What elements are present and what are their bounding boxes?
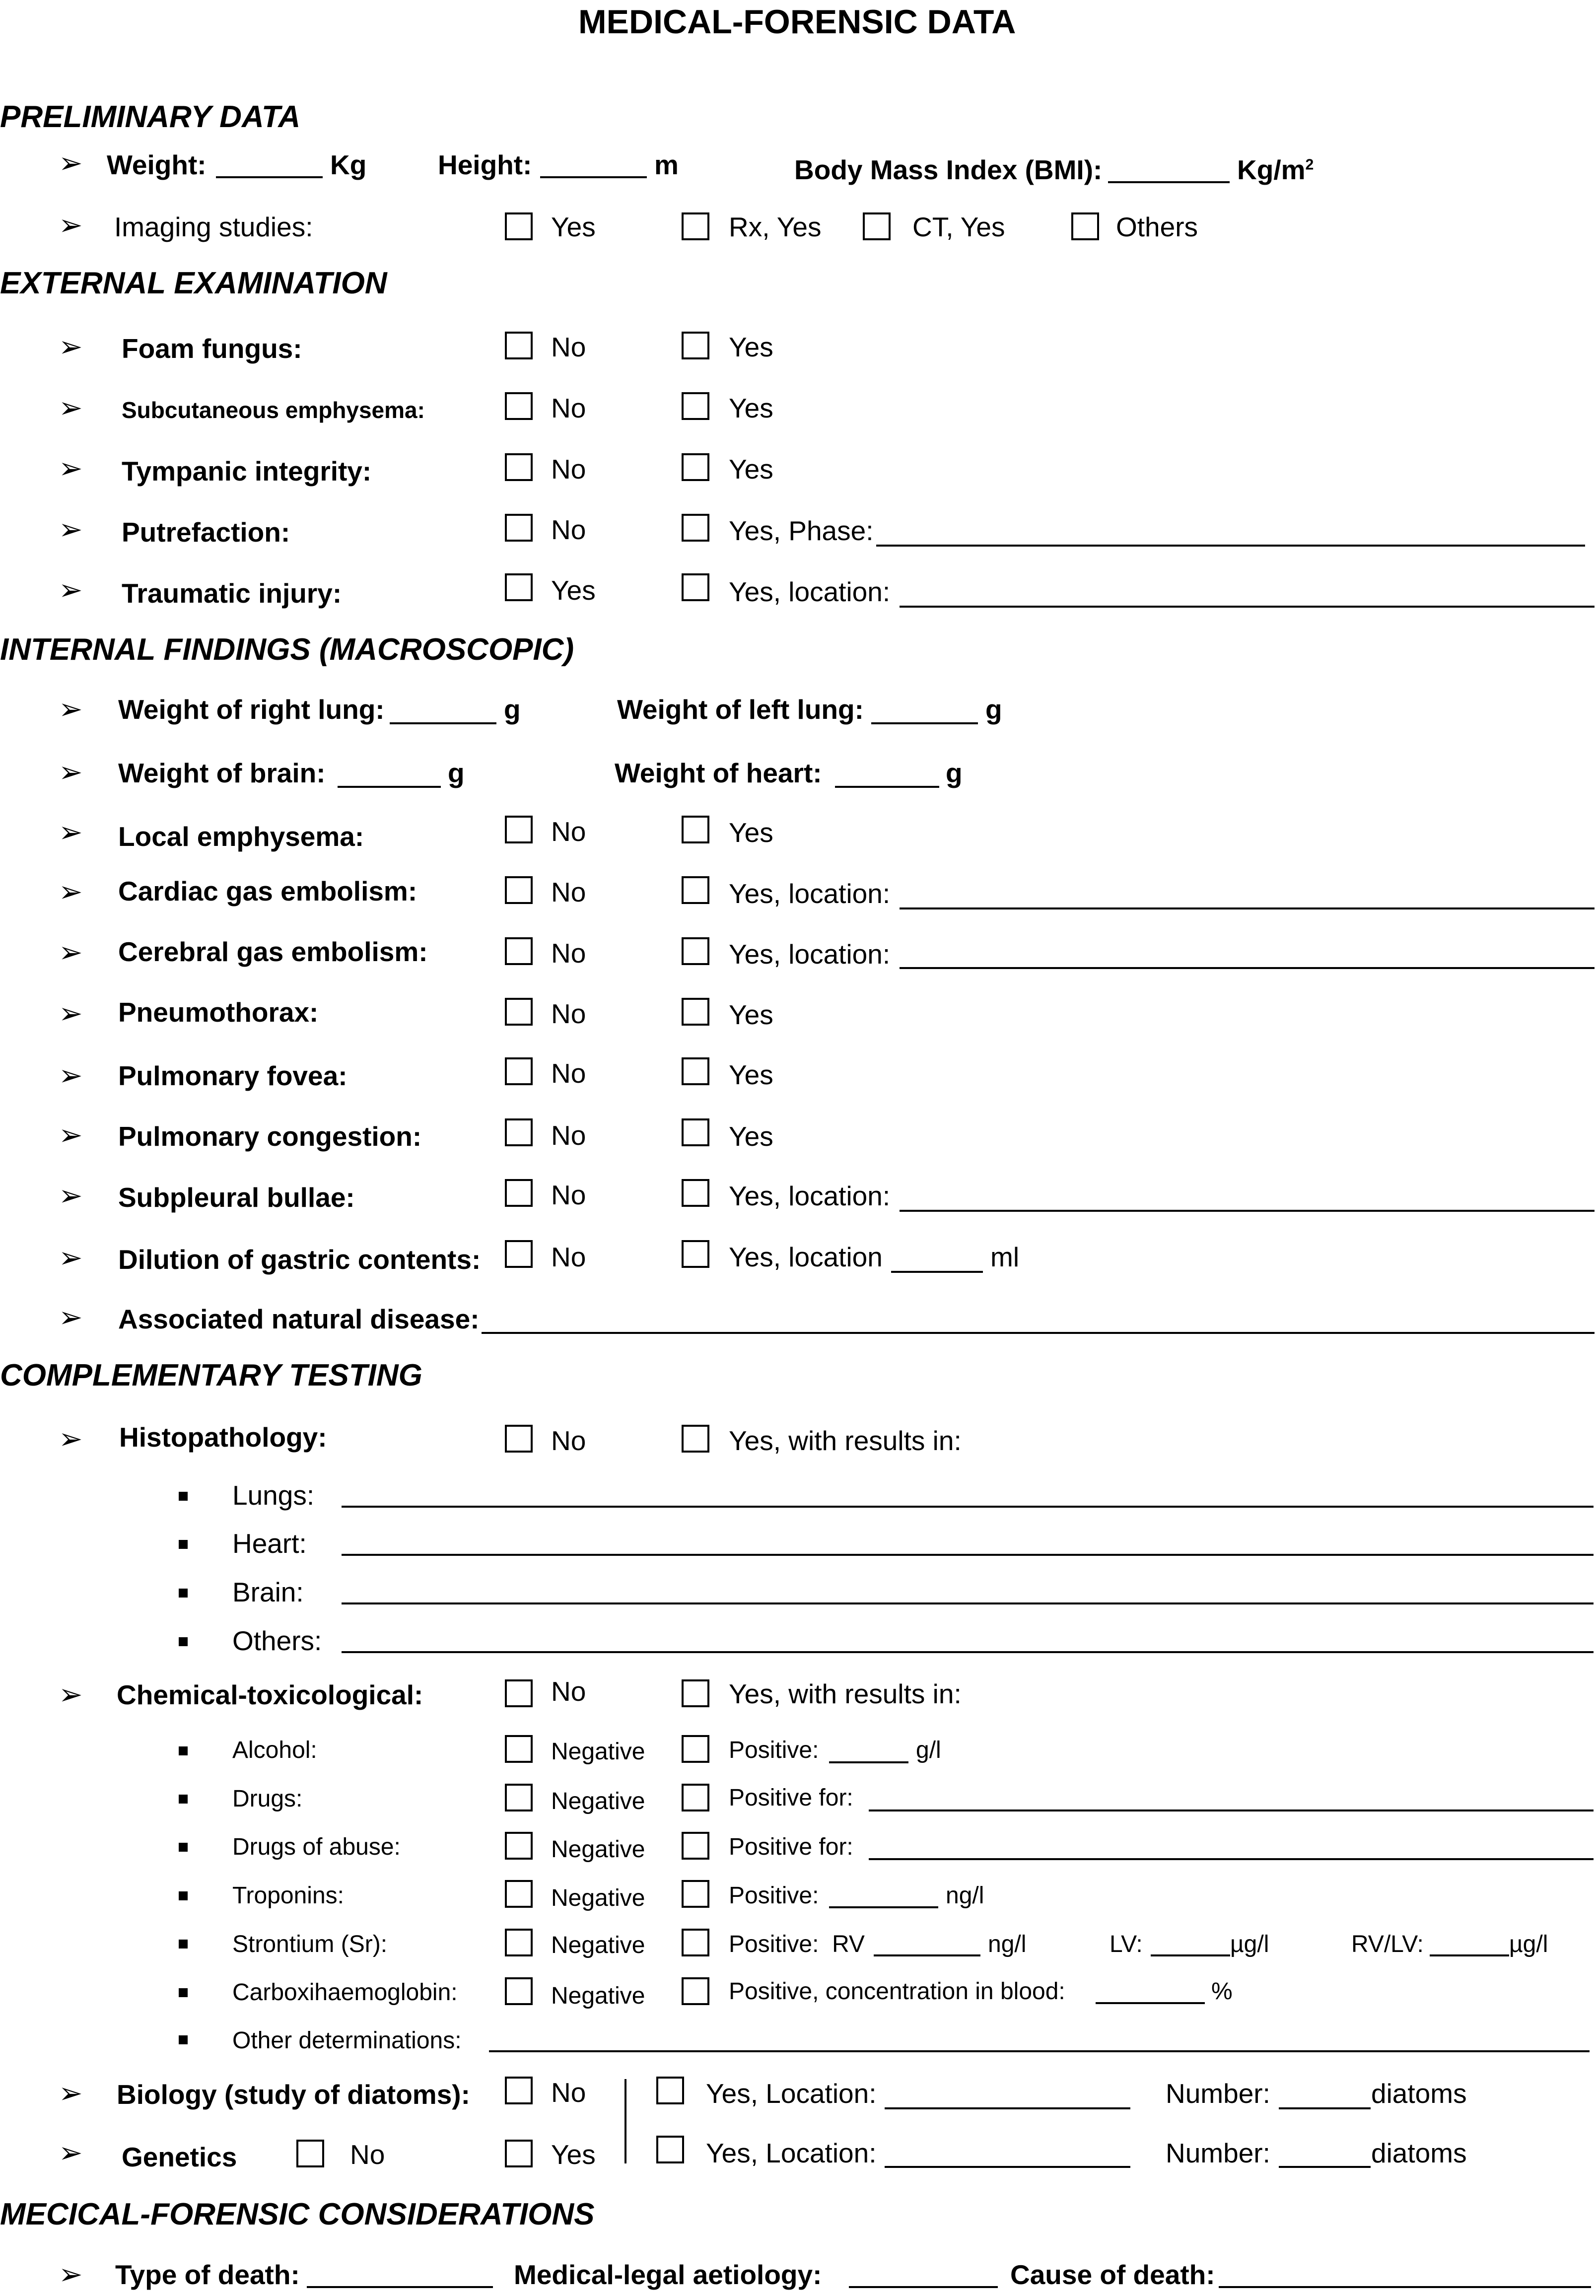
strontium-rv-line[interactable] [874,1954,980,1956]
subpleural-bullae-label: Subpleural bullae: [118,1182,355,1213]
yes-results-label: Yes, with results in: [729,1425,962,1456]
unit-ngl: ng/l [946,1882,984,1909]
imaging-option-rx: Rx, Yes [729,211,822,242]
arrow-icon: ➢ [59,331,83,363]
dilution-no-checkbox[interactable] [505,1240,533,1268]
arrow-icon: ➢ [59,2137,83,2169]
congestion-no-checkbox[interactable] [505,1118,533,1146]
bullae-yes-checkbox[interactable] [682,1179,709,1207]
imaging-yes-checkbox[interactable] [505,212,533,240]
biology-no-checkbox[interactable] [505,2077,533,2104]
tympanic-no-checkbox[interactable] [505,453,533,481]
arrow-icon: ➢ [59,392,83,424]
genetics-label: Genetics [122,2142,237,2172]
histo-heart-label: Heart: [232,1528,307,1559]
page-title: MEDICAL-FORENSIC DATA [578,3,1016,41]
biology-diatoms-label: diatoms [1371,2078,1467,2109]
genetics-location-checkbox[interactable] [656,2136,684,2163]
imaging-option-others: Others [1116,211,1198,242]
imaging-label: Imaging studies: [114,211,313,242]
bmi-unit-sup: 2 [1305,156,1314,173]
bullet-icon [179,1843,188,1852]
carboxi-positive-label: Positive, concentration in blood: [729,1978,1065,2005]
genetics-location-line[interactable] [885,2166,1130,2168]
traumatic-yes1-checkbox[interactable] [505,573,533,601]
arrow-icon: ➢ [59,816,83,848]
negative-label: Negative [551,1788,645,1814]
no-label: No [551,1425,586,1456]
subcutaneous-no-checkbox[interactable] [505,392,533,420]
histopathology-label: Histopathology: [119,1422,327,1453]
local-emphysema-yes-checkbox[interactable] [682,816,709,843]
local-emphysema-no-checkbox[interactable] [505,816,533,843]
vertical-divider [625,2079,626,2163]
yes-label: Yes [729,1059,773,1090]
histo-heart-line[interactable] [342,1554,1594,1556]
yes-label: Yes [729,999,773,1030]
cause-of-death-label: Cause of death: [1010,2259,1215,2290]
fovea-yes-checkbox[interactable] [682,1057,709,1085]
fovea-no-checkbox[interactable] [505,1057,533,1085]
arrow-icon: ➢ [59,1242,83,1274]
strontium-lv-line[interactable] [1151,1954,1230,1956]
dilution-yes-checkbox[interactable] [682,1240,709,1268]
strontium-rvlv-label: RV/LV: [1351,1931,1424,1957]
drugs-positive-line[interactable] [869,1809,1594,1811]
imaging-others-checkbox[interactable] [1071,212,1099,240]
troponins-negative-checkbox[interactable] [505,1880,533,1908]
strontium-lv-label: LV: [1110,1931,1143,1957]
traumatic-label: Traumatic injury: [122,578,342,609]
arrow-icon: ➢ [59,452,83,485]
drugs-positive-checkbox[interactable] [682,1784,709,1811]
arrow-icon: ➢ [59,513,83,546]
pneumothorax-no-checkbox[interactable] [505,998,533,1026]
imaging-rx-checkbox[interactable] [682,212,709,240]
drugs-abuse-label: Drugs of abuse: [232,1834,401,1860]
height-label: Height: [438,149,532,180]
bullet-icon [179,1891,188,1900]
bmi-input-line[interactable] [1108,181,1230,183]
genetics-number-label: Number: [1166,2138,1270,2168]
unit-ngl: ng/l [988,1931,1027,1957]
foam-fungus-label: Foam fungus: [122,333,302,364]
weight-unit: Kg [330,149,367,180]
weight-label: Weight: [107,149,207,180]
height-input-line[interactable] [540,176,647,178]
section-complementary-heading: COMPLEMENTARY TESTING [0,1358,422,1392]
histopathology-yes-checkbox[interactable] [682,1425,709,1453]
strontium-negative-checkbox[interactable] [505,1929,533,1956]
bmi-unit-text: Kg/m [1237,154,1306,185]
biology-number-label: Number: [1166,2078,1270,2109]
negative-label: Negative [551,1983,645,2009]
other-determinations-label: Other determinations: [232,2027,462,2054]
carboxi-value-line[interactable] [1096,2002,1205,2004]
bullet-icon [179,1492,188,1501]
yes-label: Yes [729,454,773,485]
cardiac-location-line[interactable] [900,907,1595,909]
genetics-diatoms-label: diatoms [1371,2138,1467,2168]
histo-lungs-line[interactable] [342,1506,1594,1508]
section-preliminary-heading: PRELIMINARY DATA [0,100,301,134]
no-label: No [551,998,586,1029]
arrow-icon: ➢ [59,936,83,969]
brain-weight-label: Weight of brain: [118,758,326,788]
dilution-label: Dilution of gastric contents: [118,1244,481,1275]
positive-label: Positive: [729,1882,819,1909]
section-internal-heading: INTERNAL FINDINGS (MACROSCOPIC) [0,632,574,667]
cardiac-embolism-label: Cardiac gas embolism: [118,876,417,906]
no-label: No [551,332,586,362]
yes-location-label: Yes, location [729,1242,883,1272]
pneumothorax-label: Pneumothorax: [118,997,319,1028]
histo-others-line[interactable] [342,1651,1594,1653]
putrefaction-label: Putrefaction: [122,517,290,548]
no-label: No [551,514,586,545]
positive-for-label: Positive for: [729,1834,853,1860]
imaging-option-yes: Yes [551,211,596,242]
aetiology-label: Medical-legal aetiology: [514,2259,822,2290]
negative-label: Negative [551,1836,645,1863]
yes-location-label: Yes, location: [729,1181,891,1211]
bullet-icon [179,1540,188,1549]
genetics-yes-checkbox[interactable] [505,2140,533,2167]
arrow-icon: ➢ [59,147,83,179]
right-lung-input-line[interactable] [390,722,496,724]
yes-location-label: Yes, location: [729,576,891,607]
traumatic-yes2-checkbox[interactable] [682,573,709,601]
alcohol-label: Alcohol: [232,1737,317,1763]
bullet-icon [179,1746,188,1755]
bullet-icon [179,1795,188,1804]
biology-yes-location-label: Yes, Location: [706,2078,877,2109]
yes-results-label: Yes, with results in: [729,1678,962,1709]
tympanic-yes-checkbox[interactable] [682,453,709,481]
putrefaction-no-checkbox[interactable] [505,514,533,542]
positive-for-label: Positive for: [729,1785,853,1811]
associated-disease-label: Associated natural disease: [118,1304,480,1334]
drugs-abuse-negative-checkbox[interactable] [505,1832,533,1860]
drugs-label: Drugs: [232,1786,303,1812]
unit-g: g [985,694,1002,725]
other-determinations-line[interactable] [489,2050,1590,2052]
genetics-number-line[interactable] [1279,2166,1371,2168]
unit-pct: % [1211,1978,1233,2005]
bullet-icon [179,1589,188,1598]
arrow-icon: ➢ [59,997,83,1030]
yes-label: Yes [551,2139,596,2170]
section-considerations-heading: MECICAL-FORENSIC CONSIDERATIONS [0,2197,595,2231]
weight-input-line[interactable] [216,176,323,178]
troponins-label: Troponins: [232,1882,344,1909]
no-label: No [551,816,586,847]
negative-label: Negative [551,1885,645,1911]
no-label: No [551,393,586,423]
foam-fungus-no-checkbox[interactable] [505,332,533,359]
genetics-no-checkbox[interactable] [296,2140,324,2167]
negative-label: Negative [551,1932,645,1958]
type-of-death-line[interactable] [307,2286,493,2288]
yes-label: Yes [551,575,596,606]
arrow-icon: ➢ [59,1059,83,1092]
bmi-label: Body Mass Index (BMI): [794,154,1103,185]
troponins-positive-checkbox[interactable] [682,1880,709,1908]
yes-location-label: Yes, location: [729,878,891,909]
right-lung-label: Weight of right lung: [118,694,385,725]
unit-ml: ml [990,1242,1020,1272]
arrow-icon: ➢ [59,1301,83,1333]
arrow-icon: ➢ [59,1180,83,1212]
local-emphysema-label: Local emphysema: [118,821,364,852]
yes-phase-label: Yes, Phase: [729,515,874,546]
chemical-yes-checkbox[interactable] [682,1679,709,1707]
arrow-icon: ➢ [59,756,83,788]
cardiac-yes-checkbox[interactable] [682,876,709,904]
negative-label: Negative [551,1739,645,1765]
chemical-no-checkbox[interactable] [505,1679,533,1707]
no-label: No [551,1242,586,1272]
heart-weight-input-line[interactable] [835,786,939,788]
no-label: No [551,1180,586,1210]
imaging-option-ct: CT, Yes [912,211,1005,242]
height-unit: m [654,149,679,180]
bullet-icon [179,1637,188,1646]
heart-weight-label: Weight of heart: [615,758,822,788]
brain-weight-input-line[interactable] [338,786,441,788]
left-lung-label: Weight of left lung: [617,694,864,725]
arrow-icon: ➢ [59,1678,83,1711]
biology-location-line[interactable] [885,2107,1130,2109]
cerebral-no-checkbox[interactable] [505,937,533,965]
no-label: No [551,2077,586,2108]
cause-of-death-line[interactable] [1219,2286,1591,2288]
strontium-rvlv-line[interactable] [1430,1954,1509,1956]
yes-label: Yes [729,817,773,848]
pulmonary-fovea-label: Pulmonary fovea: [118,1060,347,1091]
subcutaneous-label: Subcutaneous emphysema: [122,397,425,423]
arrow-icon: ➢ [59,1119,83,1151]
arrow-icon: ➢ [59,693,83,725]
arrow-icon: ➢ [59,2077,83,2109]
cerebral-location-line[interactable] [900,967,1595,969]
drugs-abuse-positive-line[interactable] [869,1858,1594,1860]
type-of-death-label: Type of death: [115,2259,300,2290]
strontium-label: Strontium (Sr): [232,1931,388,1957]
histo-brain-label: Brain: [232,1577,304,1607]
carboxi-label: Carboxihaemoglobin: [232,1979,458,2006]
troponins-value-line[interactable] [829,1906,938,1908]
alcohol-negative-checkbox[interactable] [505,1735,533,1763]
unit-ugl: µg/l [1230,1931,1269,1957]
unit-g: g [448,758,465,788]
putrefaction-phase-line[interactable] [876,545,1585,547]
traumatic-location-line[interactable] [900,606,1595,608]
bullae-location-line[interactable] [900,1210,1595,1212]
drugs-negative-checkbox[interactable] [505,1784,533,1811]
drugs-abuse-positive-checkbox[interactable] [682,1832,709,1860]
unit-g: g [946,758,963,788]
foam-fungus-yes-checkbox[interactable] [682,332,709,359]
no-label: No [350,2139,385,2170]
left-lung-input-line[interactable] [871,722,978,724]
histo-lungs-label: Lungs: [232,1480,315,1511]
pulmonary-congestion-label: Pulmonary congestion: [118,1121,422,1152]
yes-location-label: Yes, location: [729,939,891,970]
alcohol-value-line[interactable] [829,1761,908,1763]
congestion-yes-checkbox[interactable] [682,1118,709,1146]
histo-others-label: Others: [232,1625,322,1656]
cerebral-yes-checkbox[interactable] [682,937,709,965]
no-label: No [551,1058,586,1089]
positive-label: Positive: [729,1737,819,1763]
biology-label: Biology (study of diatoms): [117,2079,470,2110]
putrefaction-yes-checkbox[interactable] [682,514,709,542]
cardiac-no-checkbox[interactable] [505,876,533,904]
pneumothorax-yes-checkbox[interactable] [682,998,709,1026]
chemical-label: Chemical-toxicological: [117,1679,423,1710]
subcutaneous-yes-checkbox[interactable] [682,392,709,420]
yes-label: Yes [729,393,773,423]
no-label: No [551,938,586,969]
histo-brain-line[interactable] [342,1602,1594,1604]
alcohol-positive-checkbox[interactable] [682,1735,709,1763]
bullet-icon [179,2035,188,2044]
biology-yes-checkbox[interactable] [656,2077,684,2104]
unit-g: g [504,694,521,725]
cerebral-embolism-label: Cerebral gas embolism: [118,936,428,967]
bullet-icon [179,1988,188,1997]
yes-label: Yes [729,1121,773,1152]
imaging-ct-checkbox[interactable] [863,212,891,240]
strontium-positive-checkbox[interactable] [682,1929,709,1956]
no-label: No [551,454,586,485]
no-label: No [551,877,586,907]
arrow-icon: ➢ [59,2258,83,2291]
bullet-icon [179,1940,188,1948]
aetiology-line[interactable] [849,2286,998,2288]
carboxi-negative-checkbox[interactable] [505,1977,533,2005]
histopathology-no-checkbox[interactable] [505,1425,533,1453]
unit-ugl: µg/l [1509,1931,1548,1957]
arrow-icon: ➢ [59,1423,83,1455]
no-label: No [551,1120,586,1151]
arrow-icon: ➢ [59,209,83,241]
carboxi-positive-checkbox[interactable] [682,1977,709,2005]
unit-gl: g/l [916,1737,941,1763]
dilution-ml-line[interactable] [891,1271,983,1273]
bullae-no-checkbox[interactable] [505,1179,533,1207]
arrow-icon: ➢ [59,876,83,908]
biology-number-line[interactable] [1279,2107,1371,2109]
bmi-unit [1237,156,1314,184]
yes-label: Yes [729,332,773,362]
strontium-positive-rv-label: Positive: RV [729,1931,865,1957]
section-external-heading: EXTERNAL EXAMINATION [0,266,387,300]
no-label: No [551,1676,586,1707]
tympanic-label: Tympanic integrity: [122,456,372,487]
arrow-icon: ➢ [59,574,83,606]
genetics-yes-location-label: Yes, Location: [706,2138,877,2168]
associated-disease-line[interactable] [482,1332,1595,1334]
